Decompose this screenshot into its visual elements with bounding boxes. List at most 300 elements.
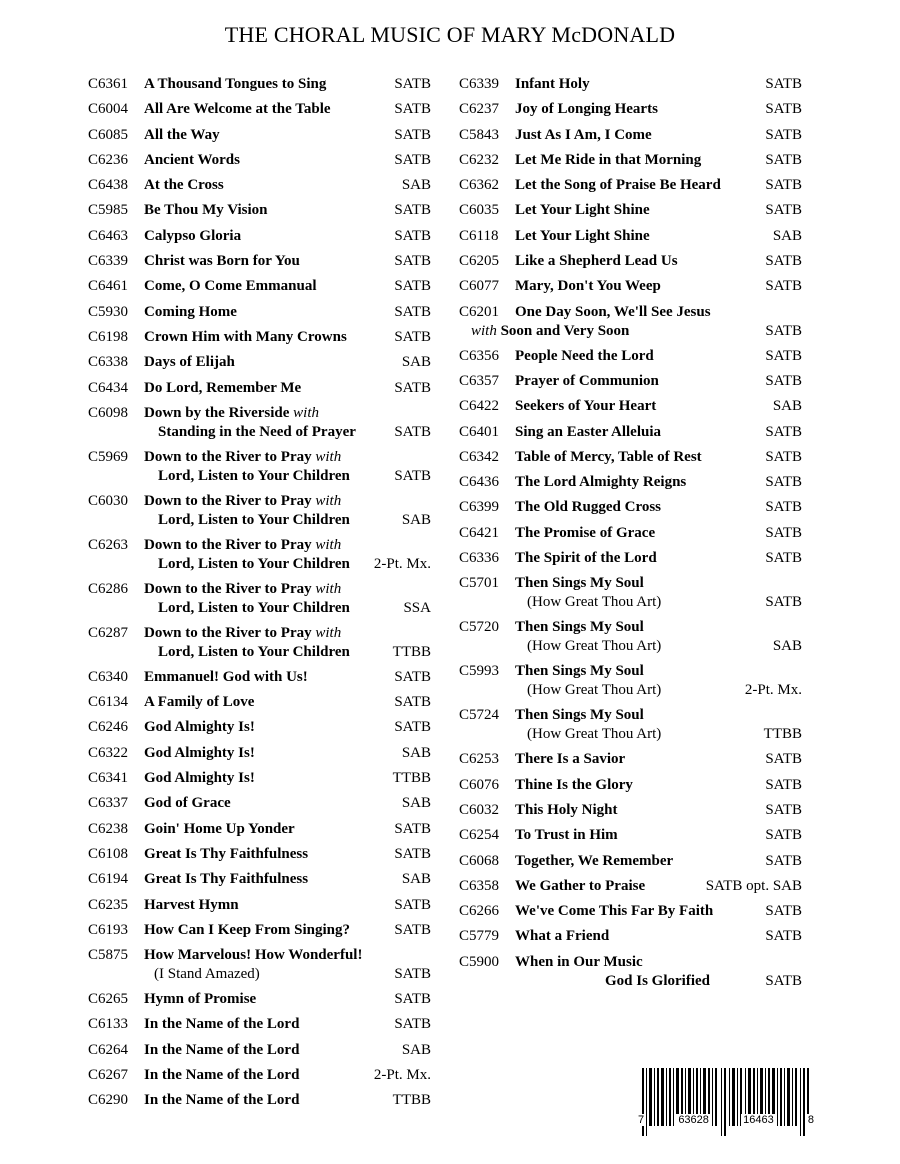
voicing: SATB [765,827,802,844]
title-line-2: Lord, Listen to Your Children [158,511,350,528]
voicing: SATB [765,278,802,295]
title [144,198,268,223]
title [515,747,625,772]
catalog-number: C6193 [88,921,129,938]
title-text: Do Lord, Remember Me [144,379,302,396]
title-line-2: Lord, Listen to Your Children [158,467,350,484]
voicing: SATB [765,801,802,818]
voicing: SATB [394,76,431,92]
catalog-entry [459,495,802,520]
title-text: Prayer of Communion [515,372,659,389]
catalog-entry [459,899,802,924]
title [144,123,220,148]
title [144,665,308,690]
title-text: The Old Rugged Cross [515,499,662,516]
voicing: TTBB [392,1092,431,1109]
title-text: Calypso Gloria [144,227,242,244]
catalog-number: C6434 [88,379,129,396]
with-label: with [315,580,342,597]
title-text: Thine Is the Glory [515,776,633,793]
title-text: Let Me Ride in that Morning [515,151,702,168]
title-text: One Day Soon, We'll See Jesus [515,303,711,320]
title [515,798,618,823]
voicing: SATB [765,852,802,869]
title [144,249,300,274]
catalog-number: C5843 [459,126,500,143]
title-text: Just As I Am, I Come [515,126,652,143]
title-text: Then Sings My Soul [515,575,644,592]
catalog-number: C6133 [88,1016,129,1033]
title [144,72,326,97]
catalog-number: C6463 [88,227,129,244]
catalog-entry [459,72,802,97]
page-title: THE CHORAL MUSIC OF MARY McDONALD [224,22,676,47]
title [144,690,254,715]
catalog-number: C6194 [88,871,129,888]
title [515,249,678,274]
catalog-number: C6254 [459,827,500,844]
catalog-number: C6286 [88,580,129,597]
catalog-number: C6362 [459,177,500,194]
title [515,344,654,369]
catalog-entry [88,249,433,274]
title-text: Down to the River to Pray [144,624,312,641]
title-text: God Almighty Is! [144,744,255,761]
voicing: SATB [394,202,431,219]
catalog-number: C6339 [88,253,129,270]
voicing: SATB [394,303,431,320]
catalog-number: C6342 [459,448,500,465]
title-text: Infant Holy [515,76,590,92]
title [144,817,295,842]
voicing: 2-Pt. Mx. [744,682,802,699]
voicing: SAB [772,227,802,244]
title-text: We Gather to Praise [515,877,646,894]
title [515,849,673,874]
voicing: TTBB [392,770,431,787]
voicing: TTBB [763,726,802,743]
voicing: SATB [765,151,802,168]
voicing: SATB [394,991,431,1008]
catalog-entry [88,489,433,533]
title-text: Harvest Hymn [144,896,239,913]
title-text: Mary, Don't You Weep [515,278,661,295]
catalog-number: C6341 [88,770,129,787]
title-text: The Lord Almighty Reigns [515,474,687,491]
title [144,173,224,198]
catalog-entry [88,72,433,97]
title [515,546,657,571]
title [144,350,235,375]
title [144,300,237,325]
title [144,791,231,816]
catalog-number: C5930 [88,303,129,320]
catalog-number: C6421 [459,524,500,541]
catalog-number: C6085 [88,126,129,143]
catalog-entry [459,445,802,470]
title-text: Joy of Longing Hearts [515,101,658,118]
catalog-number: C6263 [88,536,129,553]
title-text: Be Thou My Vision [144,202,268,219]
catalog-number: C6198 [88,328,129,345]
title [515,445,702,470]
catalog-entry [88,1012,433,1037]
catalog-entry [88,533,433,577]
voicing: SATB [765,372,802,389]
voicing: SATB [394,467,431,484]
voicing: SATB [394,694,431,711]
title-text: Hymn of Promise [144,991,257,1008]
subtitle: (How Great Thou Art) [527,726,662,743]
title [144,918,350,943]
catalog-number: C6236 [88,151,129,168]
catalog-entry [459,394,802,419]
voicing: SATB [394,328,431,345]
title-line-2: Lord, Listen to Your Children [158,643,350,660]
voicing: SATB [394,820,431,837]
title-text: Down to the River to Pray [144,536,312,553]
voicing: TTBB [392,643,431,660]
catalog-number: C6201 [459,303,500,320]
voicing: SATB [765,751,802,768]
catalog-number: C6108 [88,845,129,862]
catalog-entry [459,420,802,445]
catalog-entry [88,274,433,299]
catalog-number: C6205 [459,253,500,270]
title-line-2: Standing in the Need of Prayer [158,423,356,440]
catalog-number: C6264 [88,1041,129,1058]
left-column [88,72,433,1114]
catalog-entry [88,918,433,943]
catalog-number: C5724 [459,707,500,724]
title-text: Down to the River to Pray [144,492,312,509]
catalog-entry [88,715,433,740]
title [144,376,301,401]
voicing: 2-Pt. Mx. [373,1067,431,1084]
catalog-number: C6322 [88,744,129,761]
title [515,495,661,520]
voicing: SSA [403,599,431,616]
title [515,470,686,495]
catalog-entry [459,546,802,571]
voicing: SATB opt. SAB [705,877,802,894]
title-text: Down to the River to Pray [144,448,312,465]
title-line-2: Lord, Listen to Your Children [158,599,350,616]
title [515,899,713,924]
title-text: What a Friend [515,928,610,945]
voicing: SAB [401,511,431,528]
catalog-entry [459,369,802,394]
catalog-number: C6357 [459,372,500,389]
catalog-number: C6035 [459,202,500,219]
barcode-digit-group: 16463 [743,1114,774,1126]
catalog-entry [459,274,802,299]
title [144,1012,299,1037]
title [144,842,308,867]
voicing: SATB [765,928,802,945]
catalog-entry [459,703,802,747]
catalog-entry [459,571,802,615]
catalog-number: C6337 [88,795,129,812]
title [515,148,701,173]
catalog-entry [459,924,802,949]
voicing: SATB [394,668,431,685]
catalog-entry [88,350,433,375]
catalog-number: C6422 [459,398,500,415]
title [515,394,656,419]
catalog-number: C6339 [459,76,500,92]
voicing: SAB [401,795,431,812]
catalog-entry [88,123,433,148]
title [515,97,658,122]
catalog-number: C5969 [88,448,129,465]
title [515,823,618,848]
title-text: God of Grace [144,795,231,812]
catalog-number: C5900 [459,953,500,970]
title [515,224,650,249]
voicing: SATB [394,845,431,862]
catalog-entry [88,817,433,842]
catalog-number: C5779 [459,928,500,945]
title-text: We've Come This Far By Faith [515,903,714,920]
voicing: SATB [765,177,802,194]
title [515,521,655,546]
voicing: SATB [765,972,802,989]
catalog-entry [88,148,433,173]
catalog-entry [459,773,802,798]
catalog-number: C5993 [459,663,500,680]
voicing: SATB [394,126,431,143]
catalog-number: C5985 [88,202,129,219]
voicing: SAB [772,398,802,415]
title-text: Together, We Remember [515,852,674,869]
catalog-number: C6461 [88,278,129,295]
catalog-number: C6235 [88,896,129,913]
catalog-number: C6246 [88,719,129,736]
title-text: Sing an Easter Alleluia [515,423,662,440]
barcode-digit-group: 63628 [678,1114,709,1126]
right-column [459,72,802,994]
title [515,173,721,198]
catalog-entry [459,198,802,223]
with-label: with [315,492,342,509]
catalog-number: C6336 [459,550,500,567]
catalog-number: C6338 [88,354,129,371]
title-text: All the Way [144,126,220,143]
voicing: SATB [765,347,802,364]
catalog-entry [88,577,433,621]
catalog-entry [88,1063,433,1088]
catalog-number: C6290 [88,1092,129,1109]
voicing: SAB [401,1041,431,1058]
catalog-number: C6361 [88,76,129,92]
voicing: SATB [394,1016,431,1033]
title-text: A Family of Love [144,694,255,711]
catalog-number: C6004 [88,101,129,118]
with-label: with [315,536,342,553]
title [144,741,255,766]
catalog-number: C6436 [459,474,500,491]
title [144,224,241,249]
catalog-entry [459,300,802,344]
title-text: Let Your Light Shine [515,202,650,219]
title [515,773,633,798]
title-text: Let the Song of Praise Be Heard [515,177,721,194]
title-text: The Promise of Grace [515,524,656,541]
title-text: Down by the Riverside [144,404,290,421]
title-text: At the Cross [144,177,224,194]
title-text: Like a Shepherd Lead Us [515,253,678,270]
voicing: SATB [394,151,431,168]
catalog-entry [459,659,802,703]
title-text: Emmanuel! God with Us! [144,668,308,685]
title [144,1063,299,1088]
title [515,72,590,97]
catalog-number: C5701 [459,575,500,592]
catalog-entry [88,987,433,1012]
voicing: SATB [394,921,431,938]
title-text: People Need the Lord [515,347,654,364]
subtitle: (I Stand Amazed) [154,966,260,983]
catalog-entry [459,148,802,173]
catalog-number: C6032 [459,801,500,818]
catalog-entry [459,521,802,546]
voicing: SATB [765,126,802,143]
voicing: SATB [394,966,431,983]
title-text: God Almighty Is! [144,719,255,736]
catalog-number: C6266 [459,903,500,920]
title-text: Down to the River to Pray [144,580,312,597]
voicing: SATB [765,474,802,491]
title-text: Come, O Come Emmanual [144,278,317,295]
title-text: Goin' Home Up Yonder [144,820,295,837]
title-text: The Spirit of the Lord [515,550,657,567]
catalog-entry [88,943,433,987]
catalog-entry [459,823,802,848]
catalog-entry [459,344,802,369]
voicing: SAB [401,744,431,761]
title [144,987,256,1012]
title [515,874,645,899]
voicing: SATB [765,202,802,219]
catalog-entry [88,1088,433,1113]
title-text: Then Sings My Soul [515,663,644,680]
title-text: A Thousand Tongues to Sing [144,76,327,92]
voicing: SATB [765,499,802,516]
catalog-entry [459,798,802,823]
voicing: SATB [394,896,431,913]
catalog-entry [459,849,802,874]
catalog-number: C6076 [459,776,500,793]
title [144,867,308,892]
title-text: In the Name of the Lord [144,1092,300,1109]
title [144,893,239,918]
title-text: Crown Him with Many Crowns [144,328,347,345]
title-text: How Marvelous! How Wonderful! [144,947,363,964]
catalog-entry [459,874,802,899]
voicing: SATB [394,278,431,295]
catalog-entry [88,173,433,198]
title-text: Great Is Thy Faithfulness [144,845,309,862]
title-text: In the Name of the Lord [144,1067,300,1084]
title-text: There Is a Savior [515,751,626,768]
catalog-entry [88,300,433,325]
catalog-number: C6134 [88,694,129,711]
title-text: Soon and Very Soon [500,322,630,339]
catalog-entry [459,747,802,772]
voicing: SATB [394,719,431,736]
title-text: Let Your Light Shine [515,227,650,244]
catalog-number: C6265 [88,991,129,1008]
catalog-number: C6232 [459,151,500,168]
catalog-entry [88,445,433,489]
catalog-number: C5720 [459,619,500,636]
voicing: SAB [401,354,431,371]
catalog-entry [88,621,433,665]
title [144,325,347,350]
catalog-entry [88,842,433,867]
catalog-entry [88,198,433,223]
voicing: SATB [394,423,431,440]
title [144,274,317,299]
catalog-number: C6118 [459,227,499,244]
catalog-number: C6356 [459,347,500,364]
subtitle: (How Great Thou Art) [527,594,662,611]
voicing: SATB [765,253,802,270]
with-label: with [293,404,320,421]
voicing: SATB [765,776,802,793]
with-label: with [315,624,342,641]
title [515,123,652,148]
catalog-number: C5875 [88,947,129,964]
subtitle: (How Great Thou Art) [527,638,662,655]
title-line-2 [471,319,629,344]
title-text: Coming Home [144,303,237,320]
title-text: Christ was Born for You [144,253,300,270]
title-text: In the Name of the Lord [144,1041,300,1058]
catalog-entry [459,224,802,249]
title-text: Then Sings My Soul [515,619,644,636]
title [144,148,240,173]
catalog-entry [88,791,433,816]
voicing: SATB [394,101,431,118]
voicing: SATB [394,253,431,270]
voicing: SATB [394,227,431,244]
voicing: SAB [401,177,431,194]
title [144,766,255,791]
title-text: All Are Welcome at the Table [144,101,331,118]
title [144,97,331,122]
catalog-number: C6340 [88,668,129,685]
catalog-entry [459,249,802,274]
catalog-entry [459,97,802,122]
title-text: This Holy Night [515,801,618,818]
catalog-number: C6267 [88,1067,129,1084]
title [144,1038,299,1063]
title-text: Great Is Thy Faithfulness [144,871,309,888]
catalog-entry [459,173,802,198]
catalog-entry [88,665,433,690]
catalog-entry [88,867,433,892]
title-line-2: Lord, Listen to Your Children [158,555,350,572]
catalog-entry [88,893,433,918]
title [515,369,659,394]
title-text: How Can I Keep From Singing? [144,921,350,938]
catalog-entry [459,615,802,659]
title-text: God Almighty Is! [144,770,255,787]
title-text: Ancient Words [144,151,240,168]
catalog-entry [88,376,433,401]
